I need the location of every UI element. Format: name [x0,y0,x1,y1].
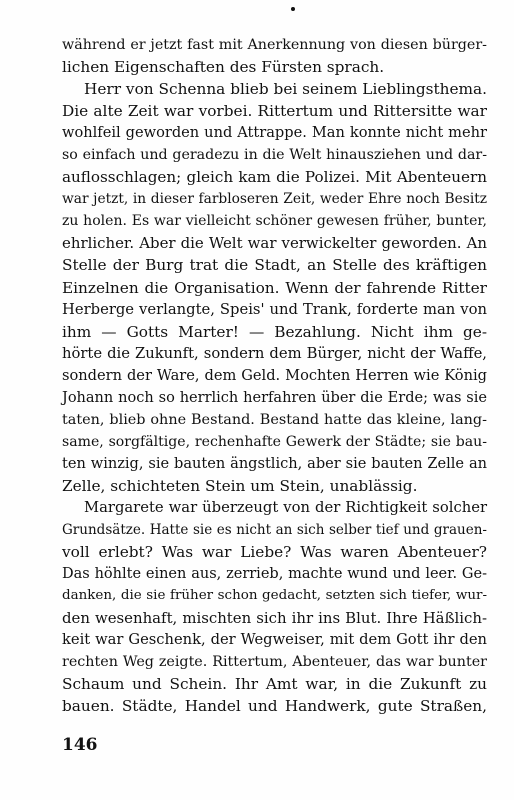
text-line: Stelle der Burg trat die Stadt, an Stelle des kräftigen [62,256,487,275]
text-line: Zelle, schichteten Stein um Stein, unablässig. [62,476,418,495]
page-mark [291,7,295,11]
text-line: Grundsätze. Hatte sie es nicht an sich selber tief und grauen- [62,522,487,539]
text-line: taten, blieb ohne Bestand. Bestand hatte das kleine, lang- [62,411,487,428]
text-line: Einzelnen die Organisation. Wenn der fahrende Ritter [62,278,487,297]
text-line: Schaum und Schein. Ihr Amt war, in die Zukunft zu [62,675,487,694]
text-line: rechten Weg zeigte. Rittertum, Abenteuer, das war bunter [62,654,487,671]
body-text [62,34,487,717]
text-line: Herberge verlangte, Speis' und Trank, forderte man von [62,300,487,318]
text-line: Margarete war überzeugt von der Richtigkeit solcher [84,498,487,516]
text-line: zu holen. Es war vielleicht schöner gewesen früher, bunter, [62,213,487,230]
text-line: ten winzig, sie bauten ängstlich, aber sie bauten Zelle an [62,454,487,472]
text-line: bauen. Städte, Handel und Handwerk, gute Straßen, [62,697,487,716]
text-line: same, sorgfältige, rechenhafte Gewerk der Städte; sie bau- [62,433,487,450]
text-line: Herr von Schenna blieb bei seinem Lieblingsthema. [84,80,487,99]
page-number: 146 [62,735,98,755]
text-line: auflosschlagen; gleich kam die Polizei. Mit Abenteuern [62,168,487,187]
text-line: Das höhlte einen aus, zerrieb, machte wund und leer. Ge- [62,566,487,583]
text-line: Johann noch so herrlich herfahren über die Erde; was sie [62,389,487,406]
text-line: hörte die Zukunft, sondern dem Bürger, nicht der Waffe, [62,344,487,362]
text-line: während er jetzt fast mit Anerkennung von diesen bürger- [62,37,487,53]
text-line: den wesenhaft, mischten sich ihr ins Blut. Ihre Häßlich- [62,609,487,628]
text-line: lichen Eigenschaften des Fürsten sprach. [62,58,385,77]
text-line: sondern der Ware, dem Geld. Mochten Herren wie König [62,366,487,384]
text-line: wohlfeil geworden und Attrappe. Man konnte nicht mehr [62,124,487,142]
text-line: keit war Geschenk, der Wegweiser, mit dem Gott ihr den [62,631,487,649]
text-line: danken, die sie früher schon gedacht, setzten sich tiefer, wur- [62,588,487,604]
text-line: so einfach und geradezu in die Welt hinausziehen und dar- [62,147,487,164]
text-line: Die alte Zeit war vorbei. Rittertum und Rittersitte war [62,102,487,121]
text-line: war jetzt, in dieser farbloseren Zeit, weder Ehre noch Besitz [62,191,487,208]
text-line: voll erlebt? Was war Liebe? Was waren Abenteuer? [62,543,487,562]
text-line: ihm — Gotts Marter! — Bezahlung. Nicht ihm ge- [62,322,487,341]
text-line: ehrlicher. Aber die Welt war verwickelter geworden. An [62,234,487,253]
